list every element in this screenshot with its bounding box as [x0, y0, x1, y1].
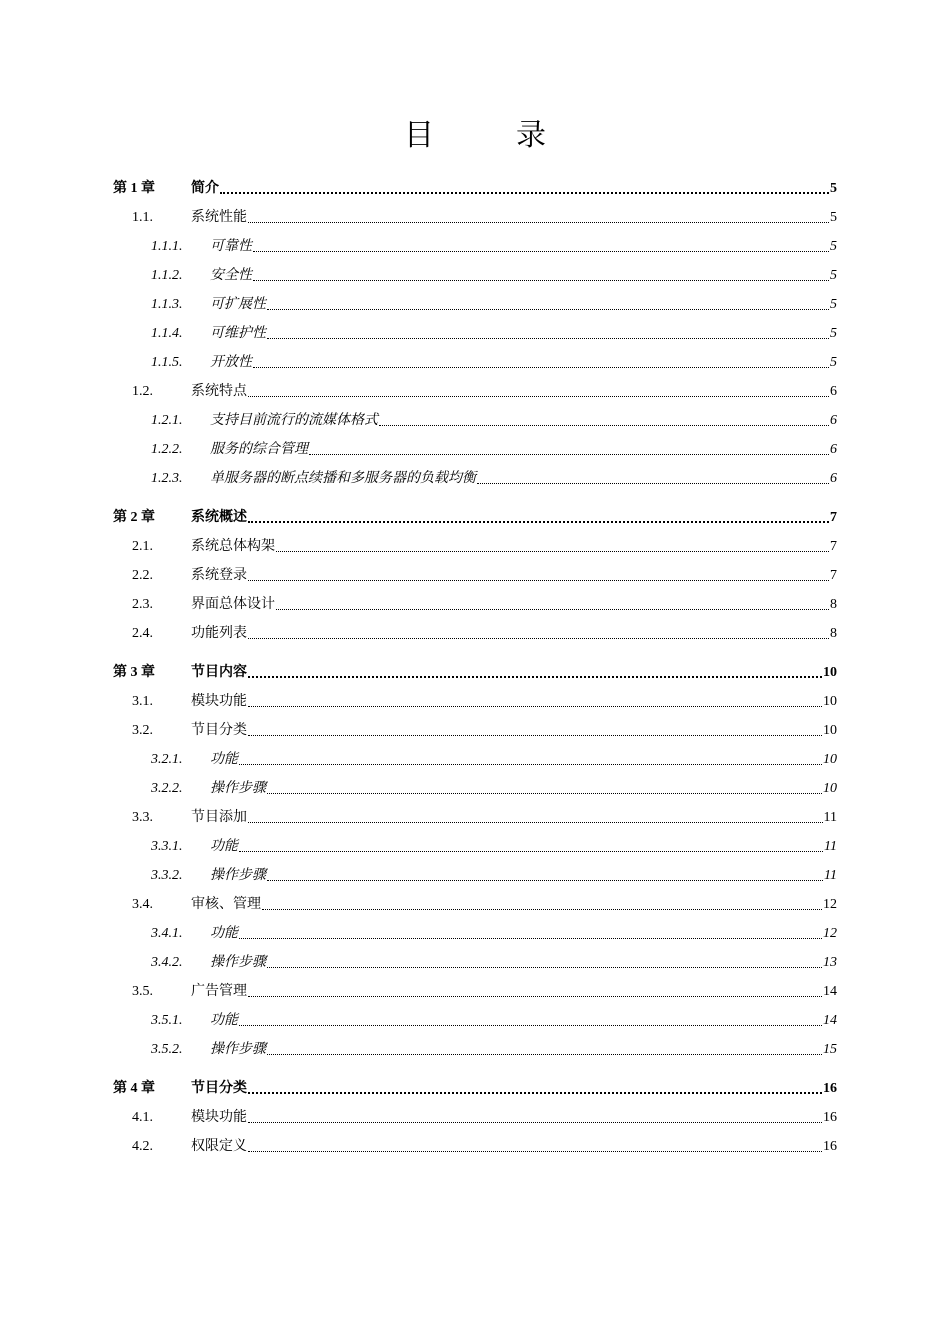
toc-dot-leader [379, 424, 829, 426]
toc-entry-page-number: 10 [823, 752, 837, 767]
toc-entry-page-number: 16 [823, 1139, 837, 1154]
toc-section-entry[interactable] [113, 983, 837, 1001]
toc-entry-page-number: 5 [830, 297, 837, 312]
toc-entry-title: 服务的综合管理 [210, 442, 308, 457]
toc-entry-number: 3.3.1. [151, 839, 183, 854]
table-of-contents [113, 172, 837, 1156]
toc-entry-number: 1.1.1. [151, 239, 183, 254]
toc-dot-leader [239, 937, 822, 939]
toc-dot-leader [267, 308, 829, 310]
toc-entry-title: 操作步骤 [210, 955, 266, 970]
toc-entry-number: 1.1.5. [151, 355, 183, 370]
toc-dot-leader [267, 879, 823, 881]
toc-dot-leader [248, 637, 829, 639]
toc-entry-number: 3.2. [132, 723, 153, 738]
toc-entry-title: 节目添加 [191, 810, 247, 825]
toc-entry-title: 支持目前流行的流媒体格式 [210, 413, 378, 428]
toc-dot-leader [248, 520, 829, 523]
toc-dot-leader [248, 1121, 822, 1123]
toc-entry-page-number: 5 [830, 181, 837, 196]
toc-entry-page-number: 5 [830, 355, 837, 370]
toc-subsection-entry[interactable] [113, 954, 837, 972]
toc-entry-page-number: 16 [823, 1110, 837, 1125]
toc-subsection-entry[interactable] [113, 838, 837, 856]
toc-dot-leader [239, 850, 823, 852]
toc-entry-title: 节目分类 [191, 723, 247, 738]
toc-entry-title: 审核、管理 [191, 897, 261, 912]
toc-dot-leader [253, 250, 829, 252]
toc-dot-leader [248, 734, 822, 736]
toc-dot-leader [248, 1150, 822, 1152]
toc-entry-title: 节目分类 [191, 1081, 247, 1096]
toc-dot-leader [248, 395, 829, 397]
toc-dot-leader [267, 792, 822, 794]
toc-subsection-entry[interactable] [113, 1012, 837, 1030]
toc-entry-page-number: 5 [830, 210, 837, 225]
toc-subsection-entry[interactable] [113, 441, 837, 459]
toc-entry-title: 操作步骤 [210, 868, 266, 883]
toc-entry-title: 操作步骤 [210, 781, 266, 796]
toc-section-entry[interactable] [113, 383, 837, 401]
toc-dot-leader [276, 608, 829, 610]
toc-entry-number: 1.1. [132, 210, 153, 225]
toc-entry-number: 3.5.2. [151, 1042, 183, 1057]
toc-dot-leader [267, 1053, 822, 1055]
toc-entry-number: 第 4 章 [113, 1081, 155, 1096]
toc-entry-title: 系统总体构架 [191, 539, 275, 554]
toc-entry-number: 1.1.4. [151, 326, 183, 341]
toc-entry-page-number: 11 [824, 868, 837, 883]
toc-entry-page-number: 5 [830, 239, 837, 254]
toc-entry-number: 3.2.1. [151, 752, 183, 767]
toc-entry-title: 系统特点 [191, 384, 247, 399]
toc-subsection-entry[interactable] [113, 325, 837, 343]
toc-entry-number: 2.2. [132, 568, 153, 583]
toc-entry-page-number: 10 [823, 665, 837, 680]
toc-section-entry[interactable] [113, 809, 837, 827]
toc-entry-number: 第 3 章 [113, 665, 155, 680]
toc-dot-leader [248, 1091, 822, 1094]
toc-chapter-entry[interactable] [113, 509, 837, 527]
toc-dot-leader [248, 675, 822, 678]
toc-entry-title: 安全性 [210, 268, 252, 283]
toc-chapter-entry[interactable] [113, 180, 837, 198]
toc-dot-leader [309, 453, 829, 455]
toc-entry-page-number: 7 [830, 539, 837, 554]
toc-entry-number: 2.4. [132, 626, 153, 641]
toc-dot-leader [248, 821, 823, 823]
toc-section-entry[interactable] [113, 567, 837, 585]
toc-entry-title: 可维护性 [210, 326, 266, 341]
toc-dot-leader [239, 763, 822, 765]
toc-dot-leader [262, 908, 822, 910]
toc-entry-title: 功能 [210, 752, 238, 767]
toc-entry-page-number: 16 [823, 1081, 837, 1096]
toc-entry-page-number: 15 [823, 1042, 837, 1057]
toc-entry-number: 1.2. [132, 384, 153, 399]
toc-dot-leader [477, 482, 829, 484]
toc-entry-number: 第 2 章 [113, 510, 155, 525]
toc-dot-leader [248, 705, 822, 707]
toc-entry-title: 模块功能 [191, 694, 247, 709]
toc-entry-number: 2.1. [132, 539, 153, 554]
toc-entry-title: 功能 [210, 1013, 238, 1028]
toc-entry-page-number: 11 [823, 810, 837, 825]
toc-entry-page-number: 12 [823, 897, 837, 912]
toc-entry-title: 节目内容 [191, 665, 247, 680]
toc-chapter-entry[interactable] [113, 664, 837, 682]
toc-entry-page-number: 6 [830, 384, 837, 399]
toc-entry-title: 系统概述 [191, 510, 247, 525]
toc-entry-number: 4.1. [132, 1110, 153, 1125]
toc-entry-number: 1.2.2. [151, 442, 183, 457]
page-title: 目 录 [404, 119, 572, 152]
toc-chapter-entry[interactable] [113, 1080, 837, 1098]
toc-section-entry[interactable] [113, 538, 837, 556]
toc-entry-title: 操作步骤 [210, 1042, 266, 1057]
toc-entry-number: 1.2.3. [151, 471, 183, 486]
toc-subsection-entry[interactable] [113, 267, 837, 285]
toc-entry-page-number: 14 [823, 984, 837, 999]
toc-entry-number: 1.2.1. [151, 413, 183, 428]
toc-dot-leader [239, 1024, 822, 1026]
toc-subsection-entry[interactable] [113, 751, 837, 769]
toc-entry-number: 第 1 章 [113, 181, 155, 196]
toc-section-entry[interactable] [113, 1109, 837, 1127]
toc-section-entry[interactable] [113, 722, 837, 740]
toc-entry-page-number: 10 [823, 694, 837, 709]
toc-entry-number: 1.1.3. [151, 297, 183, 312]
toc-entry-title: 开放性 [210, 355, 252, 370]
toc-entry-number: 3.4.2. [151, 955, 183, 970]
toc-subsection-entry[interactable] [113, 925, 837, 943]
toc-entry-title: 功能列表 [191, 626, 247, 641]
toc-subsection-entry[interactable] [113, 238, 837, 256]
toc-entry-page-number: 7 [830, 510, 837, 525]
toc-entry-title: 权限定义 [191, 1139, 247, 1154]
toc-entry-page-number: 8 [830, 626, 837, 641]
toc-entry-number: 2.3. [132, 597, 153, 612]
toc-section-entry[interactable] [113, 625, 837, 643]
toc-dot-leader [276, 550, 829, 552]
toc-entry-number: 4.2. [132, 1139, 153, 1154]
toc-dot-leader [253, 279, 829, 281]
toc-entry-number: 3.3. [132, 810, 153, 825]
toc-dot-leader [248, 579, 829, 581]
toc-entry-title: 功能 [210, 926, 238, 941]
toc-entry-number: 3.3.2. [151, 868, 183, 883]
toc-entry-page-number: 7 [830, 568, 837, 583]
toc-entry-title: 可靠性 [210, 239, 252, 254]
toc-entry-page-number: 5 [830, 268, 837, 283]
toc-subsection-entry[interactable] [113, 470, 837, 488]
toc-entry-page-number: 11 [824, 839, 837, 854]
toc-entry-page-number: 13 [823, 955, 837, 970]
toc-dot-leader [267, 966, 822, 968]
toc-entry-page-number: 10 [823, 781, 837, 796]
toc-entry-number: 3.1. [132, 694, 153, 709]
toc-section-entry[interactable] [113, 896, 837, 914]
toc-entry-page-number: 14 [823, 1013, 837, 1028]
toc-entry-number: 3.5. [132, 984, 153, 999]
toc-dot-leader [248, 995, 822, 997]
toc-subsection-entry[interactable] [113, 412, 837, 430]
toc-entry-number: 3.5.1. [151, 1013, 183, 1028]
toc-dot-leader [220, 191, 829, 194]
toc-entry-title: 广告管理 [191, 984, 247, 999]
toc-entry-page-number: 12 [823, 926, 837, 941]
toc-subsection-entry[interactable] [113, 1041, 837, 1059]
toc-entry-page-number: 6 [830, 471, 837, 486]
toc-entry-page-number: 6 [830, 413, 837, 428]
toc-dot-leader [267, 337, 829, 339]
toc-entry-number: 3.4. [132, 897, 153, 912]
toc-section-entry[interactable] [113, 209, 837, 227]
toc-entry-page-number: 5 [830, 326, 837, 341]
toc-section-entry[interactable] [113, 1138, 837, 1156]
toc-section-entry[interactable] [113, 693, 837, 711]
toc-entry-page-number: 10 [823, 723, 837, 738]
toc-entry-page-number: 6 [830, 442, 837, 457]
toc-subsection-entry[interactable] [113, 354, 837, 372]
toc-dot-leader [248, 221, 829, 223]
toc-entry-title: 可扩展性 [210, 297, 266, 312]
toc-entry-title: 功能 [210, 839, 238, 854]
toc-subsection-entry[interactable] [113, 780, 837, 798]
toc-entry-title: 界面总体设计 [191, 597, 275, 612]
toc-entry-number: 3.4.1. [151, 926, 183, 941]
toc-entry-title: 系统登录 [191, 568, 247, 583]
toc-entry-title: 模块功能 [191, 1110, 247, 1125]
toc-subsection-entry[interactable] [113, 867, 837, 885]
toc-entry-number: 1.1.2. [151, 268, 183, 283]
toc-entry-title: 简介 [191, 181, 219, 196]
toc-subsection-entry[interactable] [113, 296, 837, 314]
toc-entry-page-number: 8 [830, 597, 837, 612]
toc-section-entry[interactable] [113, 596, 837, 614]
toc-dot-leader [253, 366, 829, 368]
toc-entry-title: 系统性能 [191, 210, 247, 225]
toc-entry-title: 单服务器的断点续播和多服务器的负载均衡 [210, 471, 476, 486]
toc-entry-number: 3.2.2. [151, 781, 183, 796]
